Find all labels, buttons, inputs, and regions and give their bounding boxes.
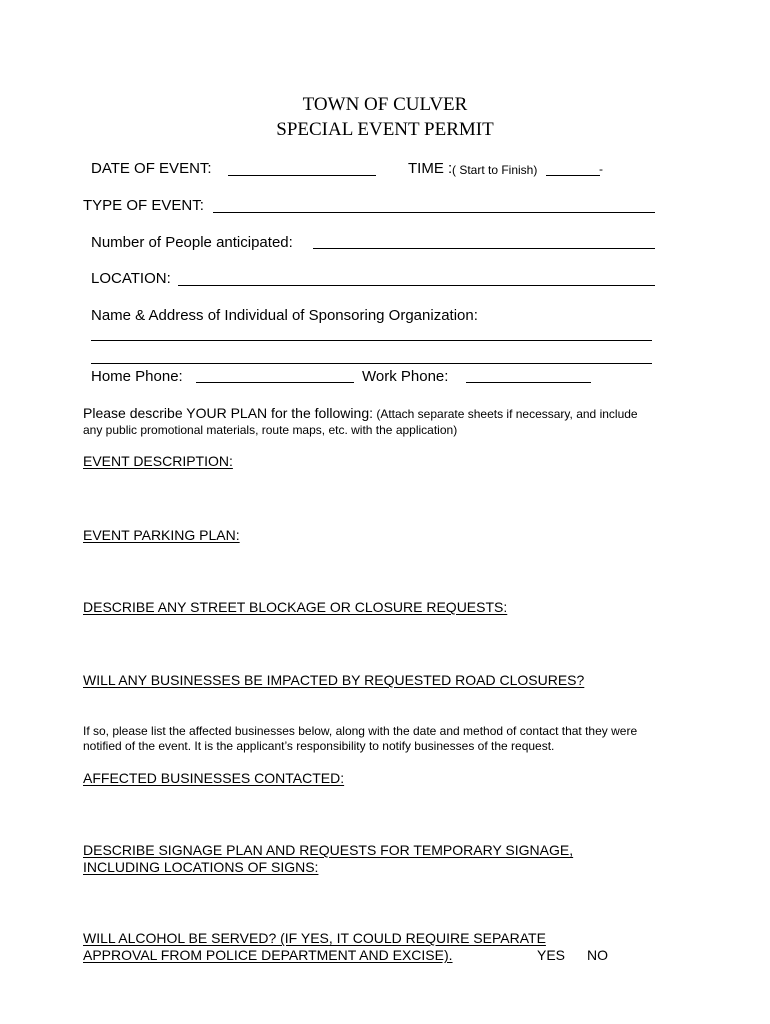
plan-intro	[83, 405, 638, 423]
form-title-line1: TOWN OF CULVER	[302, 94, 468, 115]
home-phone-field[interactable]	[196, 382, 354, 383]
type-of-event-label: TYPE OF EVENT:	[83, 197, 204, 214]
plan-intro-note: (Attach separate sheets if necessary, and include	[373, 407, 638, 421]
street-blockage-heading: DESCRIBE ANY STREET BLOCKAGE OR CLOSURE REQUESTS:	[83, 599, 508, 615]
affected-businesses-heading: AFFECTED BUSINESSES CONTACTED:	[83, 770, 345, 786]
parking-plan-heading: EVENT PARKING PLAN:	[83, 527, 240, 543]
type-of-event-field[interactable]	[213, 212, 655, 213]
businesses-note: If so, please list the affected businesses below, along with the date and method of contact that they were notified of the event. It is the applicant’s responsibility to notify businesses of the request.	[83, 724, 638, 753]
time-start-field[interactable]	[546, 175, 600, 176]
alcohol-heading-line2: APPROVAL FROM POLICE DEPARTMENT AND EXCISE).	[83, 947, 453, 963]
people-anticipated-field[interactable]	[313, 248, 655, 249]
alcohol-no-option[interactable]: NO	[587, 947, 608, 963]
location-field[interactable]	[178, 285, 655, 286]
work-phone-field[interactable]	[466, 382, 591, 383]
event-description-heading: EVENT DESCRIPTION:	[83, 453, 233, 469]
form-title-line2: SPECIAL EVENT PERMIT	[276, 119, 494, 140]
alcohol-yes-option[interactable]: YES	[537, 947, 566, 963]
plan-intro-line2: any public promotional materials, route maps, etc. with the application)	[83, 423, 458, 437]
sponsor-field-line2[interactable]	[91, 363, 652, 364]
businesses-impacted-heading: WILL ANY BUSINESSES BE IMPACTED BY REQUESTED ROAD CLOSURES?	[83, 672, 585, 688]
time-hint: ( Start to Finish)	[452, 163, 538, 177]
people-anticipated-label: Number of People anticipated:	[91, 234, 293, 251]
alcohol-heading-line1: WILL ALCOHOL BE SERVED? (IF YES, IT COULD REQUIRE SEPARATE	[83, 930, 546, 946]
date-of-event-field[interactable]	[228, 175, 376, 176]
sponsor-label: Name & Address of Individual of Sponsoring Organization:	[91, 307, 478, 324]
time-dash: -	[599, 162, 603, 176]
work-phone-label: Work Phone:	[362, 368, 449, 385]
home-phone-label: Home Phone:	[91, 368, 183, 385]
location-label: LOCATION:	[91, 270, 171, 287]
plan-intro-main: Please describe YOUR PLAN for the following:	[83, 405, 373, 421]
signage-heading-line2: INCLUDING LOCATIONS OF SIGNS:	[83, 859, 319, 875]
signage-heading-line1: DESCRIBE SIGNAGE PLAN AND REQUESTS FOR TEMPORARY SIGNAGE,	[83, 842, 574, 858]
time-label: TIME :	[408, 160, 453, 177]
date-of-event-label: DATE OF EVENT:	[91, 160, 212, 177]
sponsor-field-line1[interactable]	[91, 340, 652, 341]
